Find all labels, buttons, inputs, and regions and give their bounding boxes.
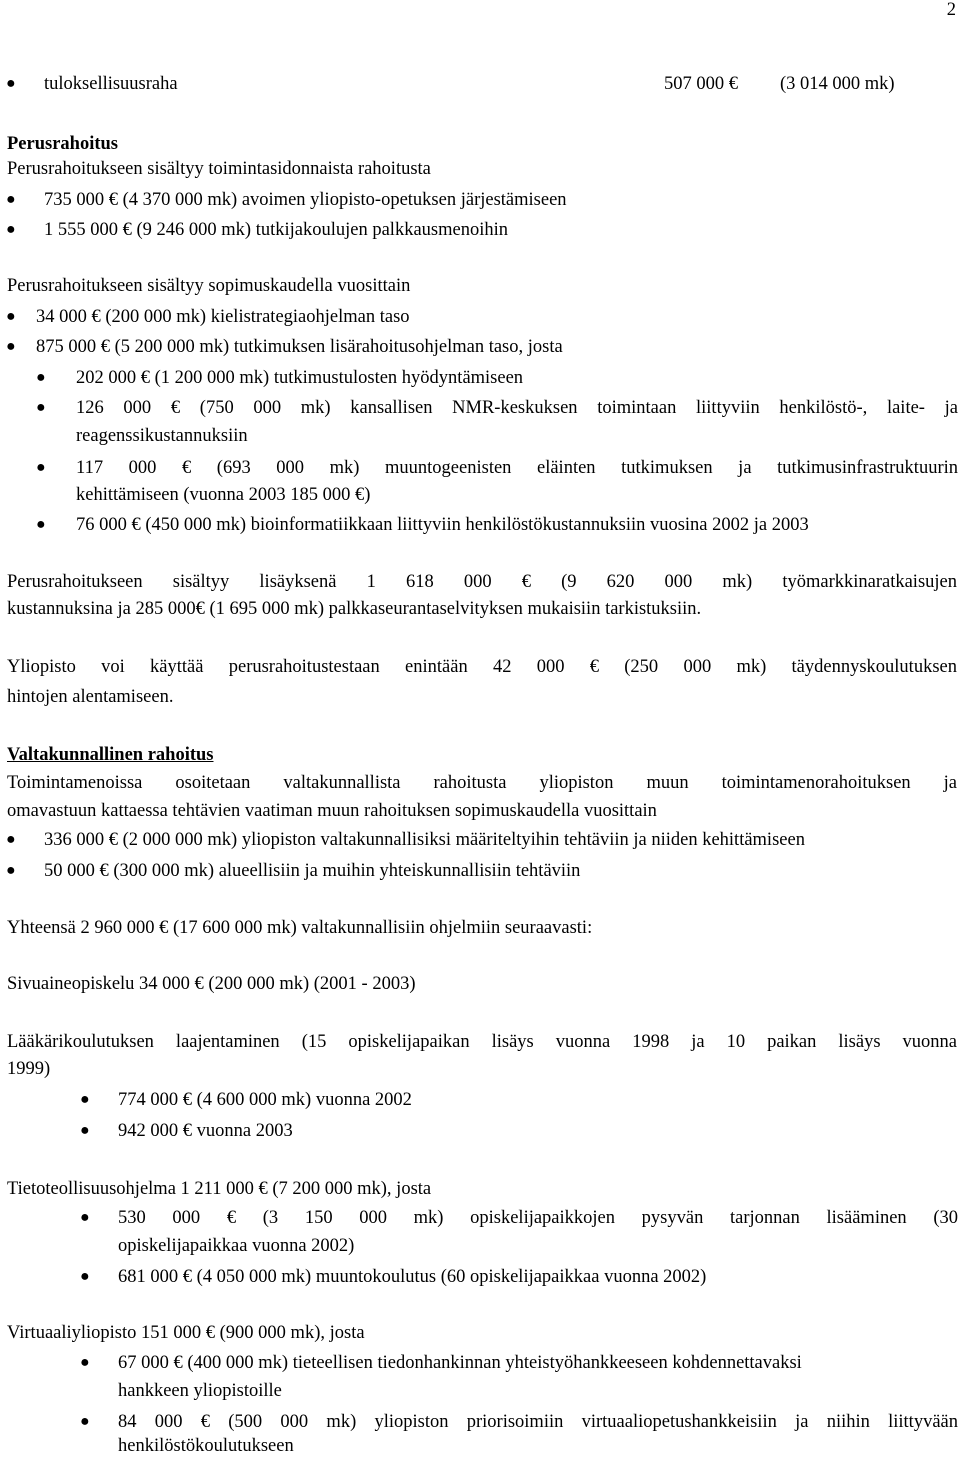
laakari-line2: 1999) (7, 1059, 51, 1079)
bullet-icon: ● (80, 1122, 90, 1139)
sub-item-1: 202 000 € (1 200 000 mk) tutkimustulosten hyödyntämiseen (76, 368, 524, 388)
bullet-icon: ● (36, 399, 46, 416)
page-number: 2 (946, 0, 956, 20)
sivuaine: Sivuaineopiskelu 34 000 € (200 000 mk) (2001 - 2003) (7, 974, 416, 994)
tieto-item-1: 530 000 € (3 150 000 mk) opiskelijapaikkojen pysyvän tarjonnan lisääminen (30 (118, 1208, 958, 1228)
virtuaali-item-1: 67 000 € (400 000 mk) tieteellisen tiedonhankinnan yhteistyöhankkeeseen kohdennettavaksi (118, 1353, 802, 1373)
bullet-icon: ● (6, 308, 16, 325)
bullet-icon: ● (36, 369, 46, 386)
tulos-label: tuloksellisuusraha (44, 74, 178, 94)
valtak-intro-line1: Toimintamenoissa osoitetaan valtakunnallista rahoitusta yliopiston muun toimintamenorahoituksen ja (7, 773, 957, 793)
bullet-icon: ● (6, 831, 16, 848)
perus-heading: Perusrahoitus (7, 134, 118, 154)
virtuaali-item-2: 84 000 € (500 000 mk) yliopiston priorisoimiin virtuaaliopetushankkeisiin ja niihin liittyvään (118, 1412, 958, 1432)
valtak-total: Yhteensä 2 960 000 € (17 600 000 mk) valtakunnallisiin ohjelmiin seuraavasti: (7, 918, 593, 938)
laakari-item-1: 774 000 € (4 600 000 mk) vuonna 2002 (118, 1090, 412, 1110)
bullet-icon: ● (6, 862, 16, 879)
perus-intro2: Perusrahoitukseen sisältyy sopimuskaudella vuosittain (7, 276, 411, 296)
sub-item-3-cont: kehittämiseen (vuonna 2003 185 000 €) (76, 485, 371, 505)
tieto-item-1-cont: opiskelijapaikkaa vuonna 2002) (118, 1236, 355, 1256)
perus-item-1: 735 000 € (4 370 000 mk) avoimen yliopisto-opetuksen järjestämiseen (44, 190, 567, 210)
virtuaali-heading: Virtuaaliyliopisto 151 000 € (900 000 mk), josta (7, 1323, 365, 1343)
perus-item-2: 1 555 000 € (9 246 000 mk) tutkijakoulujen palkkausmenoihin (44, 220, 508, 240)
bullet-icon: ● (80, 1091, 90, 1108)
tieto-heading: Tietoteollisuusohjelma 1 211 000 € (7 200 000 mk), josta (7, 1179, 432, 1199)
bullet-icon: ● (6, 191, 16, 208)
sub-item-2-cont: reagenssikustannuksiin (76, 426, 248, 446)
perus-para1-line1: Perusrahoitukseen sisältyy lisäyksenä 1 618 000 € (9 620 000 mk) työmarkkinaratkaisujen (7, 572, 957, 592)
virtuaali-item-2-cont: henkilöstökoulutukseen (118, 1436, 294, 1456)
valtak-item-1: 336 000 € (2 000 000 mk) yliopiston valtakunnallisiksi määriteltyihin tehtäviin ja niiden kehittämiseen (44, 830, 805, 850)
perus-intro: Perusrahoitukseen sisältyy toimintasidonnaista rahoitusta (7, 159, 431, 179)
perus-item2-2: 875 000 € (5 200 000 mk) tutkimuksen lisärahoitusohjelman taso, josta (36, 337, 563, 357)
tulos-amount: 507 000 € (664, 74, 738, 94)
bullet-icon: ● (6, 75, 16, 92)
bullet-icon: ● (36, 516, 46, 533)
sub-item-2: 126 000 € (750 000 mk) kansallisen NMR-keskuksen toimintaan liittyviin henkilöstö-, laite- ja (76, 398, 958, 418)
bullet-icon: ● (80, 1354, 90, 1371)
bullet-icon: ● (6, 221, 16, 238)
virtuaali-item-1-cont: hankkeen yliopistoille (118, 1381, 282, 1401)
bullet-icon: ● (80, 1268, 90, 1285)
perus-para2-line1: Yliopisto voi käyttää perusrahoitustestaan enintään 42 000 € (250 000 mk) täydennyskoulutuksen (7, 657, 957, 677)
valtak-item-2: 50 000 € (300 000 mk) alueellisiin ja muihin yhteiskunnallisiin tehtäviin (44, 861, 581, 881)
laakari-line1: Lääkärikoulutuksen laajentaminen (15 opiskelijapaikan lisäys vuonna 1998 ja 10 paikan lisäys vuonna (7, 1032, 957, 1052)
tulos-amount-mk: (3 014 000 mk) (780, 74, 895, 94)
perus-para2-line2: hintojen alentamiseen. (7, 687, 174, 707)
sub-item-4: 76 000 € (450 000 mk) bioinformatiikkaan liittyviin henkilöstökustannuksiin vuosina 2002 ja 2003 (76, 515, 809, 535)
bullet-icon: ● (80, 1209, 90, 1226)
bullet-icon: ● (6, 338, 16, 355)
valtak-heading: Valtakunnallinen rahoitus (7, 745, 214, 765)
valtak-intro-line2: omavastuun kattaessa tehtävien vaatiman muun rahoituksen sopimuskaudella vuosittain (7, 801, 657, 821)
bullet-icon: ● (80, 1413, 90, 1430)
laakari-item-2: 942 000 € vuonna 2003 (118, 1121, 293, 1141)
tieto-item-2: 681 000 € (4 050 000 mk) muuntokoulutus (60 opiskelijapaikkaa vuonna 2002) (118, 1267, 707, 1287)
sub-item-3: 117 000 € (693 000 mk) muuntogeenisten eläinten tutkimuksen ja tutkimusinfrastruktuurin (76, 458, 958, 478)
perus-item2-1: 34 000 € (200 000 mk) kielistrategiaohjelman taso (36, 307, 410, 327)
bullet-icon: ● (36, 459, 46, 476)
perus-para1-line2: kustannuksina ja 285 000€ (1 695 000 mk) palkkaseurantaselvityksen mukaisiin tarkistuksiin. (7, 599, 702, 619)
